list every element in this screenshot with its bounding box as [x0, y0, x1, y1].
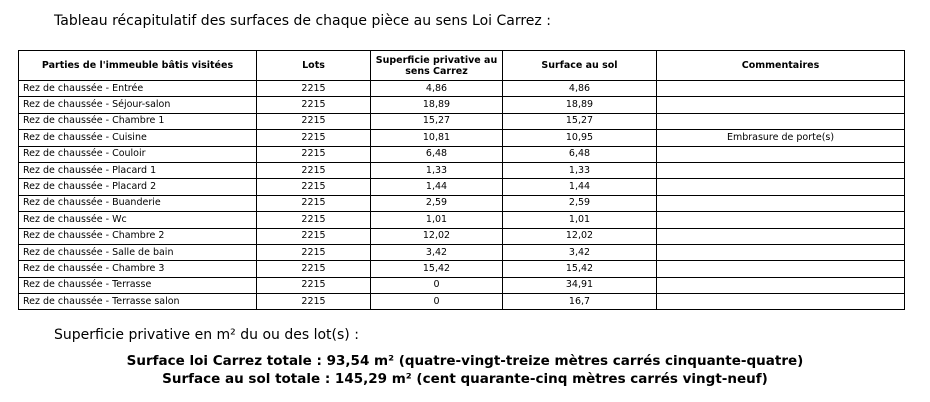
- cell-sol: 1,01: [503, 212, 657, 228]
- table-row: [19, 294, 905, 310]
- table-row: [19, 212, 905, 228]
- cell-comment: [657, 195, 905, 211]
- cell-carrez: 1,01: [371, 212, 503, 228]
- cell-piece: Rez de chaussée - Placard 2: [19, 179, 257, 195]
- cell-sol: 15,27: [503, 113, 657, 129]
- table-row: [19, 162, 905, 178]
- cell-sol: 16,7: [503, 294, 657, 310]
- cell-carrez: 6,48: [371, 146, 503, 162]
- cell-carrez: 1,44: [371, 179, 503, 195]
- cell-carrez: 10,81: [371, 130, 503, 146]
- cell-piece: Rez de chaussée - Cuisine: [19, 130, 257, 146]
- cell-sol: 1,33: [503, 162, 657, 178]
- cell-sol: 4,86: [503, 81, 657, 97]
- header-piece: Parties de l'immeuble bâtis visitées: [19, 51, 257, 81]
- cell-sol: 18,89: [503, 97, 657, 113]
- cell-piece: Rez de chaussée - Terrasse: [19, 277, 257, 293]
- cell-sol: 6,48: [503, 146, 657, 162]
- table-row: [19, 146, 905, 162]
- cell-comment: [657, 294, 905, 310]
- carrez-total: Surface loi Carrez totale : 93,54 m² (quatre-vingt-treize mètres carrés cinquante-quatre): [126, 353, 804, 369]
- cell-lot: 2215: [257, 244, 371, 260]
- cell-comment: [657, 162, 905, 178]
- cell-piece: Rez de chaussée - Entrée: [19, 81, 257, 97]
- cell-lot: 2215: [257, 81, 371, 97]
- cell-sol: 15,42: [503, 261, 657, 277]
- cell-sol: 34,91: [503, 277, 657, 293]
- table-header-row: [19, 51, 905, 81]
- cell-sol: 1,44: [503, 179, 657, 195]
- header-lot: Lots: [257, 51, 371, 81]
- cell-carrez: 0: [371, 294, 503, 310]
- cell-carrez: 12,02: [371, 228, 503, 244]
- table-row: [19, 113, 905, 129]
- cell-lot: 2215: [257, 179, 371, 195]
- cell-carrez: 4,86: [371, 81, 503, 97]
- cell-comment: [657, 277, 905, 293]
- table-row: [19, 97, 905, 113]
- cell-carrez: 0: [371, 277, 503, 293]
- cell-sol: 2,59: [503, 195, 657, 211]
- summary-label: Superficie privative en m² du ou des lot(s) :: [54, 327, 359, 343]
- surface-table: [18, 50, 905, 310]
- cell-lot: 2215: [257, 228, 371, 244]
- cell-piece: Rez de chaussée - Terrasse salon: [19, 294, 257, 310]
- cell-comment: [657, 179, 905, 195]
- cell-sol: 3,42: [503, 244, 657, 260]
- cell-lot: 2215: [257, 277, 371, 293]
- header-carrez: Superficie privative au sens Carrez: [371, 51, 503, 81]
- header-comment: Commentaires: [657, 51, 905, 81]
- cell-comment: [657, 146, 905, 162]
- sol-total: Surface au sol totale : 145,29 m² (cent quarante-cinq mètres carrés vingt-neuf): [162, 371, 768, 387]
- cell-sol: 10,95: [503, 130, 657, 146]
- table-heading: Tableau récapitulatif des surfaces de chaque pièce au sens Loi Carrez :: [54, 13, 551, 29]
- cell-lot: 2215: [257, 130, 371, 146]
- cell-carrez: 2,59: [371, 195, 503, 211]
- cell-piece: Rez de chaussée - Buanderie: [19, 195, 257, 211]
- cell-piece: Rez de chaussée - Chambre 1: [19, 113, 257, 129]
- table-row: [19, 179, 905, 195]
- table-row: [19, 261, 905, 277]
- cell-piece: Rez de chaussée - Placard 1: [19, 162, 257, 178]
- table-body: [19, 81, 905, 310]
- cell-comment: [657, 212, 905, 228]
- table-row: [19, 277, 905, 293]
- cell-lot: 2215: [257, 195, 371, 211]
- cell-carrez: 3,42: [371, 244, 503, 260]
- cell-lot: 2215: [257, 113, 371, 129]
- cell-sol: 12,02: [503, 228, 657, 244]
- cell-piece: Rez de chaussée - Séjour-salon: [19, 97, 257, 113]
- cell-lot: 2215: [257, 212, 371, 228]
- cell-carrez: 18,89: [371, 97, 503, 113]
- cell-piece: Rez de chaussée - Chambre 3: [19, 261, 257, 277]
- cell-lot: 2215: [257, 261, 371, 277]
- cell-piece: Rez de chaussée - Salle de bain: [19, 244, 257, 260]
- cell-comment: Embrasure de porte(s): [657, 130, 905, 146]
- cell-lot: 2215: [257, 97, 371, 113]
- table-row: [19, 228, 905, 244]
- cell-lot: 2215: [257, 294, 371, 310]
- cell-comment: [657, 261, 905, 277]
- header-sol: Surface au sol: [503, 51, 657, 81]
- cell-comment: [657, 228, 905, 244]
- table-row: [19, 195, 905, 211]
- table-row: [19, 244, 905, 260]
- table-row: [19, 81, 905, 97]
- cell-comment: [657, 81, 905, 97]
- cell-piece: Rez de chaussée - Chambre 2: [19, 228, 257, 244]
- cell-comment: [657, 244, 905, 260]
- cell-comment: [657, 113, 905, 129]
- cell-carrez: 15,42: [371, 261, 503, 277]
- cell-lot: 2215: [257, 146, 371, 162]
- cell-piece: Rez de chaussée - Wc: [19, 212, 257, 228]
- cell-carrez: 1,33: [371, 162, 503, 178]
- cell-comment: [657, 97, 905, 113]
- table-row: [19, 130, 905, 146]
- cell-lot: 2215: [257, 162, 371, 178]
- cell-carrez: 15,27: [371, 113, 503, 129]
- cell-piece: Rez de chaussée - Couloir: [19, 146, 257, 162]
